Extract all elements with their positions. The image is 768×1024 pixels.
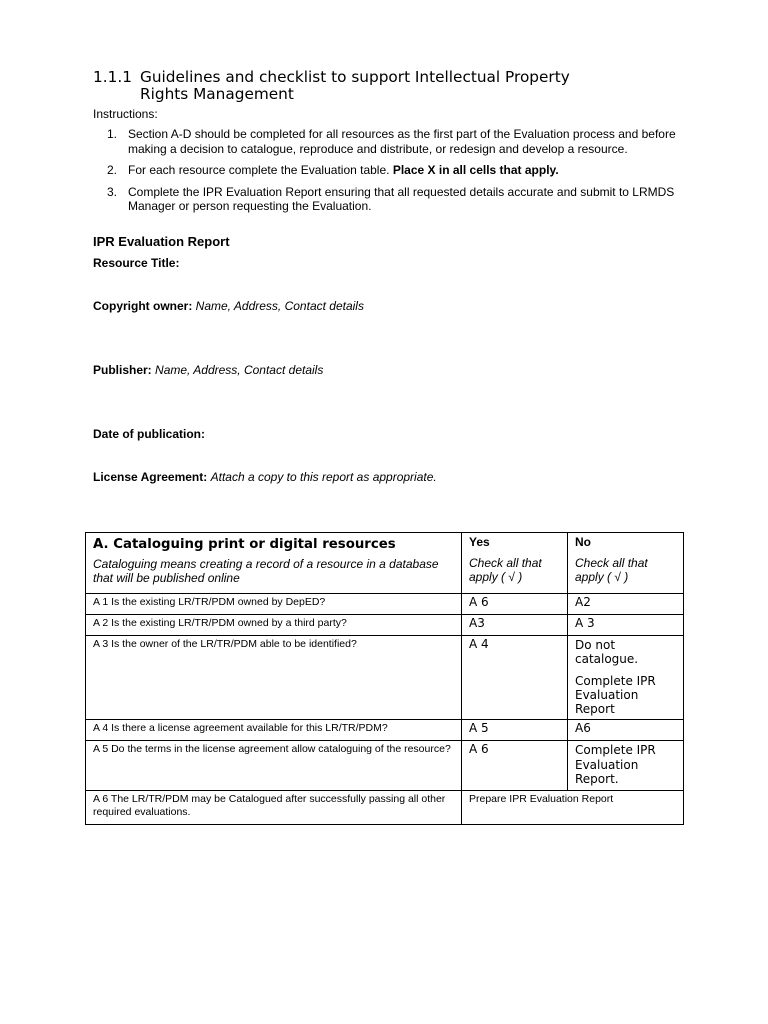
field-resource-title xyxy=(93,256,179,270)
heading-line-2: Rights Management xyxy=(140,85,294,103)
yes-value: A 5 xyxy=(469,721,489,736)
question-cell: A 6 The LR/TR/PDM may be Catalogued after successfully passing all other required evaluations. xyxy=(86,791,462,825)
no-value-text: Do not catalogue. xyxy=(575,638,639,667)
field-hint: Attach a copy to this report as appropriate. xyxy=(210,470,437,484)
field-license-agreement xyxy=(93,470,437,484)
yes-header-cell xyxy=(462,533,568,594)
no-header: No xyxy=(575,535,591,549)
field-label: Resource Title: xyxy=(93,256,180,270)
table-row xyxy=(86,594,684,615)
table-row xyxy=(86,636,684,720)
table-row xyxy=(86,791,684,825)
question-cell: A 3 Is the owner of the LR/TR/PDM able to be identified? xyxy=(86,636,462,720)
field-label: Copyright owner: xyxy=(93,299,193,313)
yes-cell[interactable] xyxy=(462,594,568,615)
table-header-row xyxy=(86,533,684,594)
heading-line-1: Guidelines and checklist to support Intellectual Property xyxy=(140,68,570,86)
list-text-bold: Place X in all cells that apply. xyxy=(392,163,559,177)
section-description: Cataloguing means creating a record of a resource in a database that will be published online xyxy=(93,557,439,585)
no-cell[interactable] xyxy=(568,741,684,791)
report-title: IPR Evaluation Report xyxy=(93,234,230,249)
question-cell: A 4 Is there a license agreement available for this LR/TR/PDM? xyxy=(86,720,462,741)
yes-hint: Check all that apply ( √ ) xyxy=(469,556,542,584)
table-row xyxy=(86,741,684,791)
yes-cell[interactable] xyxy=(462,720,568,741)
yes-value: A 6 xyxy=(469,742,489,757)
list-item xyxy=(93,127,683,156)
list-number: 1. xyxy=(107,127,118,141)
list-number: 2. xyxy=(107,163,118,177)
evaluation-table xyxy=(85,532,684,825)
list-item xyxy=(93,163,683,178)
list-text: Section A-D should be completed for all resources as the first part of the Evaluation process and before making a decision to catalogue, reproduce and distribute, or redesign and develop a resource. xyxy=(128,127,676,156)
field-hint: Name, Address, Contact details xyxy=(195,299,364,313)
instructions-list xyxy=(93,127,683,221)
no-hint: Check all that apply ( √ ) xyxy=(575,556,648,584)
no-cell[interactable] xyxy=(568,615,684,636)
no-value: A2 xyxy=(575,595,591,609)
section-header-cell xyxy=(86,533,462,594)
yes-value: A 4 xyxy=(469,637,489,651)
no-cell[interactable] xyxy=(568,636,684,720)
question-cell: A 5 Do the terms in the license agreement allow cataloguing of the resource? xyxy=(86,741,462,791)
no-value xyxy=(575,638,676,716)
yes-value: A3 xyxy=(469,616,485,630)
yes-cell[interactable] xyxy=(462,636,568,720)
table-row xyxy=(86,615,684,636)
yes-cell[interactable] xyxy=(462,615,568,636)
no-value: A6 xyxy=(575,721,591,736)
field-hint: Name, Address, Contact details xyxy=(155,363,324,377)
yes-header: Yes xyxy=(469,535,490,549)
no-cell[interactable] xyxy=(568,720,684,741)
list-item xyxy=(93,185,683,214)
no-value-extra: Complete IPR Evaluation Report xyxy=(575,673,656,717)
field-label: License Agreement: xyxy=(93,470,208,484)
field-label: Publisher: xyxy=(93,363,152,377)
merged-result-cell: Prepare IPR Evaluation Report xyxy=(462,791,684,825)
no-header-cell xyxy=(568,533,684,594)
list-text: Complete the IPR Evaluation Report ensuring that all requested details accurate and submit to LRMDS Manager or person requesting the Evaluation. xyxy=(128,184,675,213)
question-cell: A 2 Is the existing LR/TR/PDM owned by a third party? xyxy=(86,615,462,636)
list-number: 3. xyxy=(107,184,118,199)
yes-cell[interactable] xyxy=(462,741,568,791)
table-row xyxy=(86,720,684,741)
field-date-of-publication xyxy=(93,427,205,441)
question-cell: A 1 Is the existing LR/TR/PDM owned by DepED? xyxy=(86,594,462,615)
instructions-label: Instructions: xyxy=(93,107,158,121)
no-cell[interactable] xyxy=(568,594,684,615)
field-publisher xyxy=(93,363,323,377)
section-title: A. Cataloguing print or digital resources xyxy=(93,537,396,552)
heading-number: 1.1.1 xyxy=(93,68,132,86)
field-label: Date of publication: xyxy=(93,427,205,441)
no-value: Complete IPR Evaluation Report. xyxy=(575,743,656,787)
list-text: For each resource complete the Evaluation table. xyxy=(128,163,393,177)
no-value: A 3 xyxy=(575,616,595,630)
yes-value: A 6 xyxy=(469,595,489,609)
field-copyright-owner xyxy=(93,299,364,313)
